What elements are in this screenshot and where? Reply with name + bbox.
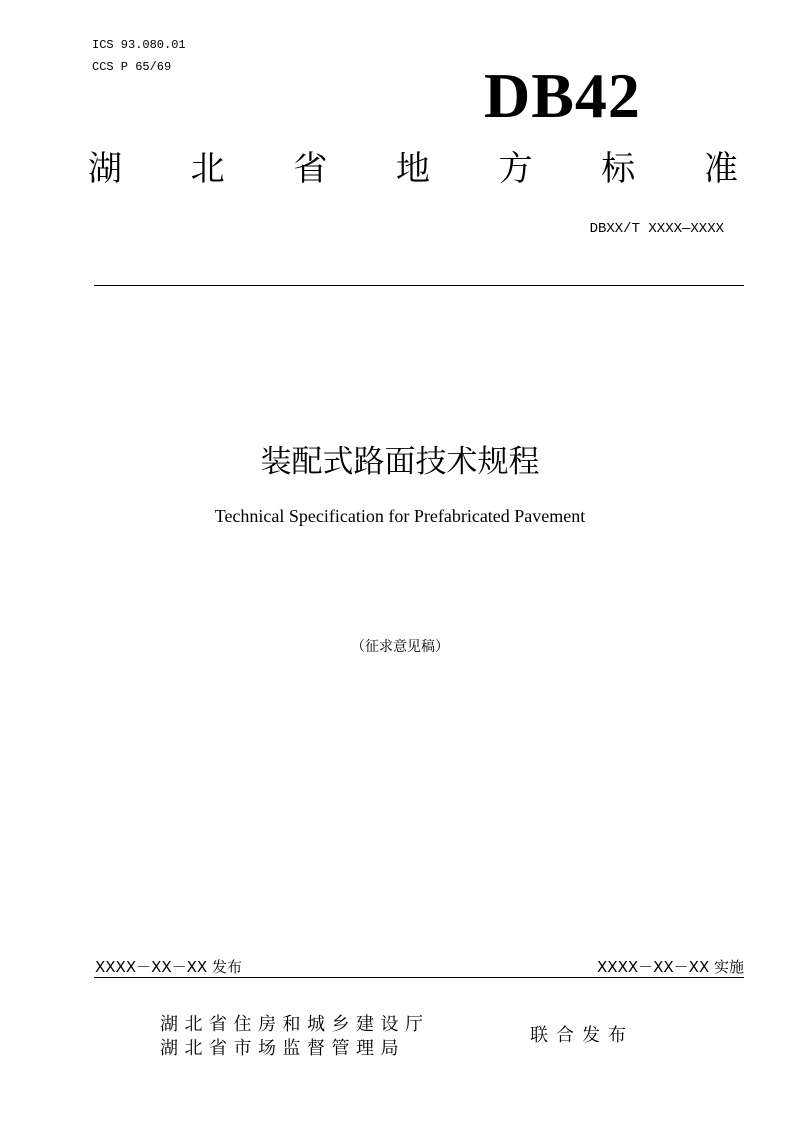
heading-char: 北 (190, 149, 225, 189)
heading-char: 方 (498, 149, 533, 189)
bottom-divider (94, 977, 744, 978)
issue-date: XXXX－XX－XX 发布 (95, 958, 242, 976)
top-divider (94, 285, 744, 286)
joint-issue-label: 联合发布 (530, 1025, 634, 1046)
standard-number: DBXX/T XXXX—XXXX (589, 221, 724, 237)
heading-char: 准 (703, 149, 738, 189)
implementation-date: XXXX－XX－XX 实施 (597, 958, 744, 976)
document-title-english: Technical Specification for Prefabricated Pavement (214, 506, 586, 526)
issuer-housing-department: 湖北省住房和城乡建设厅 (160, 1014, 430, 1035)
heading-char: 标 (601, 149, 636, 189)
heading-char: 湖 (88, 149, 122, 189)
db-code: DB42 (484, 60, 641, 131)
document-title-chinese: 装配式路面技术规程 (260, 444, 540, 480)
issuer-market-regulation: 湖北省市场监督管理局 (160, 1038, 405, 1059)
heading-char: 省 (293, 149, 328, 189)
draft-label: （征求意见稿） (351, 640, 449, 655)
heading-char: 地 (395, 149, 430, 189)
ics-code: ICS 93.080.01 (92, 38, 186, 52)
ccs-code: CCS P 65/69 (92, 60, 172, 74)
provincial-standard-heading (88, 149, 738, 189)
